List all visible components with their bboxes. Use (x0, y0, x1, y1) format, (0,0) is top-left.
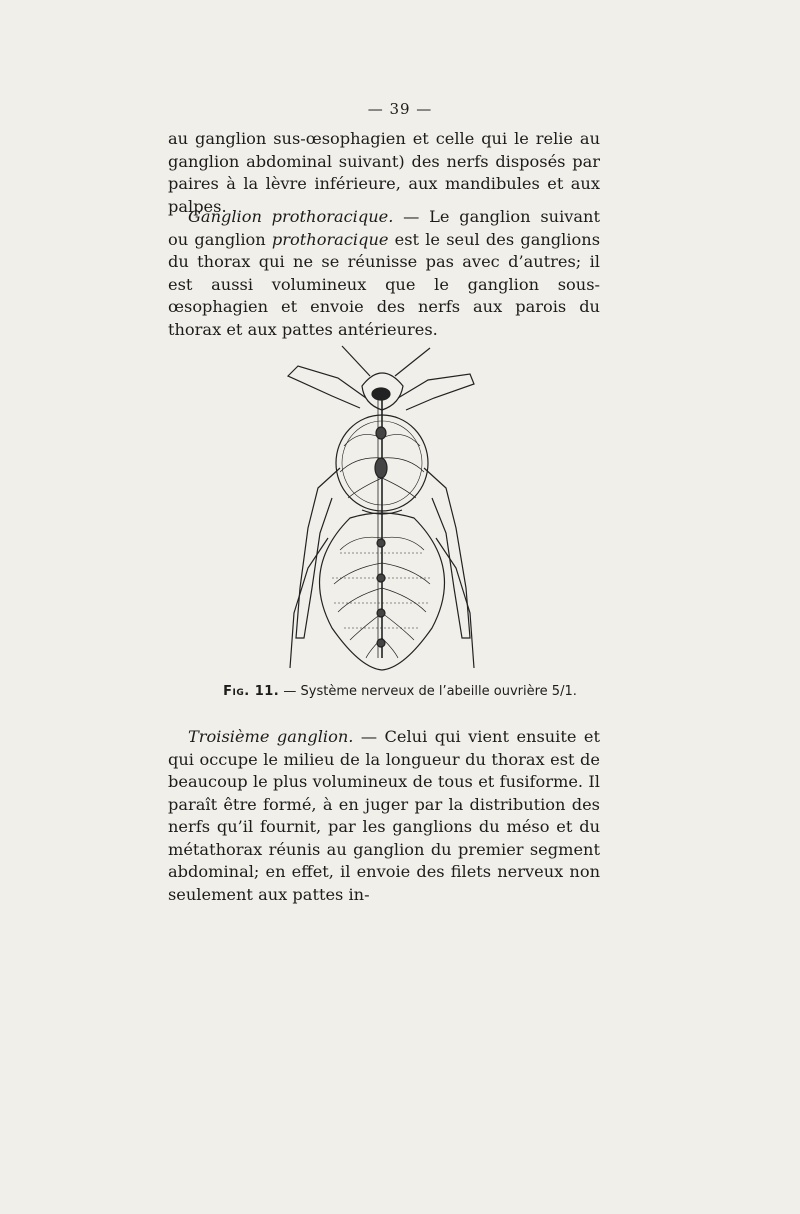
bee-illustration-icon (270, 338, 495, 678)
paragraph-text: au ganglion sus-œsophagien et celle qui le relie au ganglion abdominal suivant) des nerfs disposés par paires à la lèvre inférieure, aux mandibules et aux palpes. (168, 129, 600, 216)
bee-nervous-system-illustration (270, 338, 495, 678)
paragraph-text: Celui qui vient ensuite et qui occupe le milieu de la longueur du thorax est de beaucoup le plus volumineux de tous et fusiforme. Il paraît être formé, à en juger par la distribution des nerfs qu’il fournit, par les ganglions du méso et du métathorax réunis au ganglion du premier segment abdominal; en effet, il envoie des filets nerveux non seulement aux pattes in- (168, 727, 600, 904)
italic-term: prothoracique (271, 229, 389, 249)
paragraph-continuation (168, 128, 600, 218)
paragraph-text: Le ganglion suivant ou ganglion (168, 207, 600, 249)
section-heading: Troisième ganglion. (188, 727, 354, 746)
heading-dash: — (393, 207, 430, 226)
paragraph-third-ganglion (168, 726, 600, 906)
heading-dash: — (353, 727, 385, 746)
caption-dash: — (279, 684, 301, 699)
paragraph-prothoracic-ganglion (168, 206, 600, 341)
section-heading: Ganglion prothoracique. (188, 207, 394, 226)
figure-caption (0, 684, 800, 699)
caption-text: Système nerveux de l’abeille ouvrière 5/1. (300, 684, 577, 699)
figure-label: Fig. 11. (223, 684, 280, 699)
paragraph-text: est le seul des ganglions du thorax qui ne se réunisse pas avec d’autres; il est aussi volumineux que le ganglion sous-œsophagien et envoie des nerfs aux parois du thorax et aux pattes antérieures. (168, 229, 601, 339)
page-number: — 39 — (367, 100, 433, 118)
